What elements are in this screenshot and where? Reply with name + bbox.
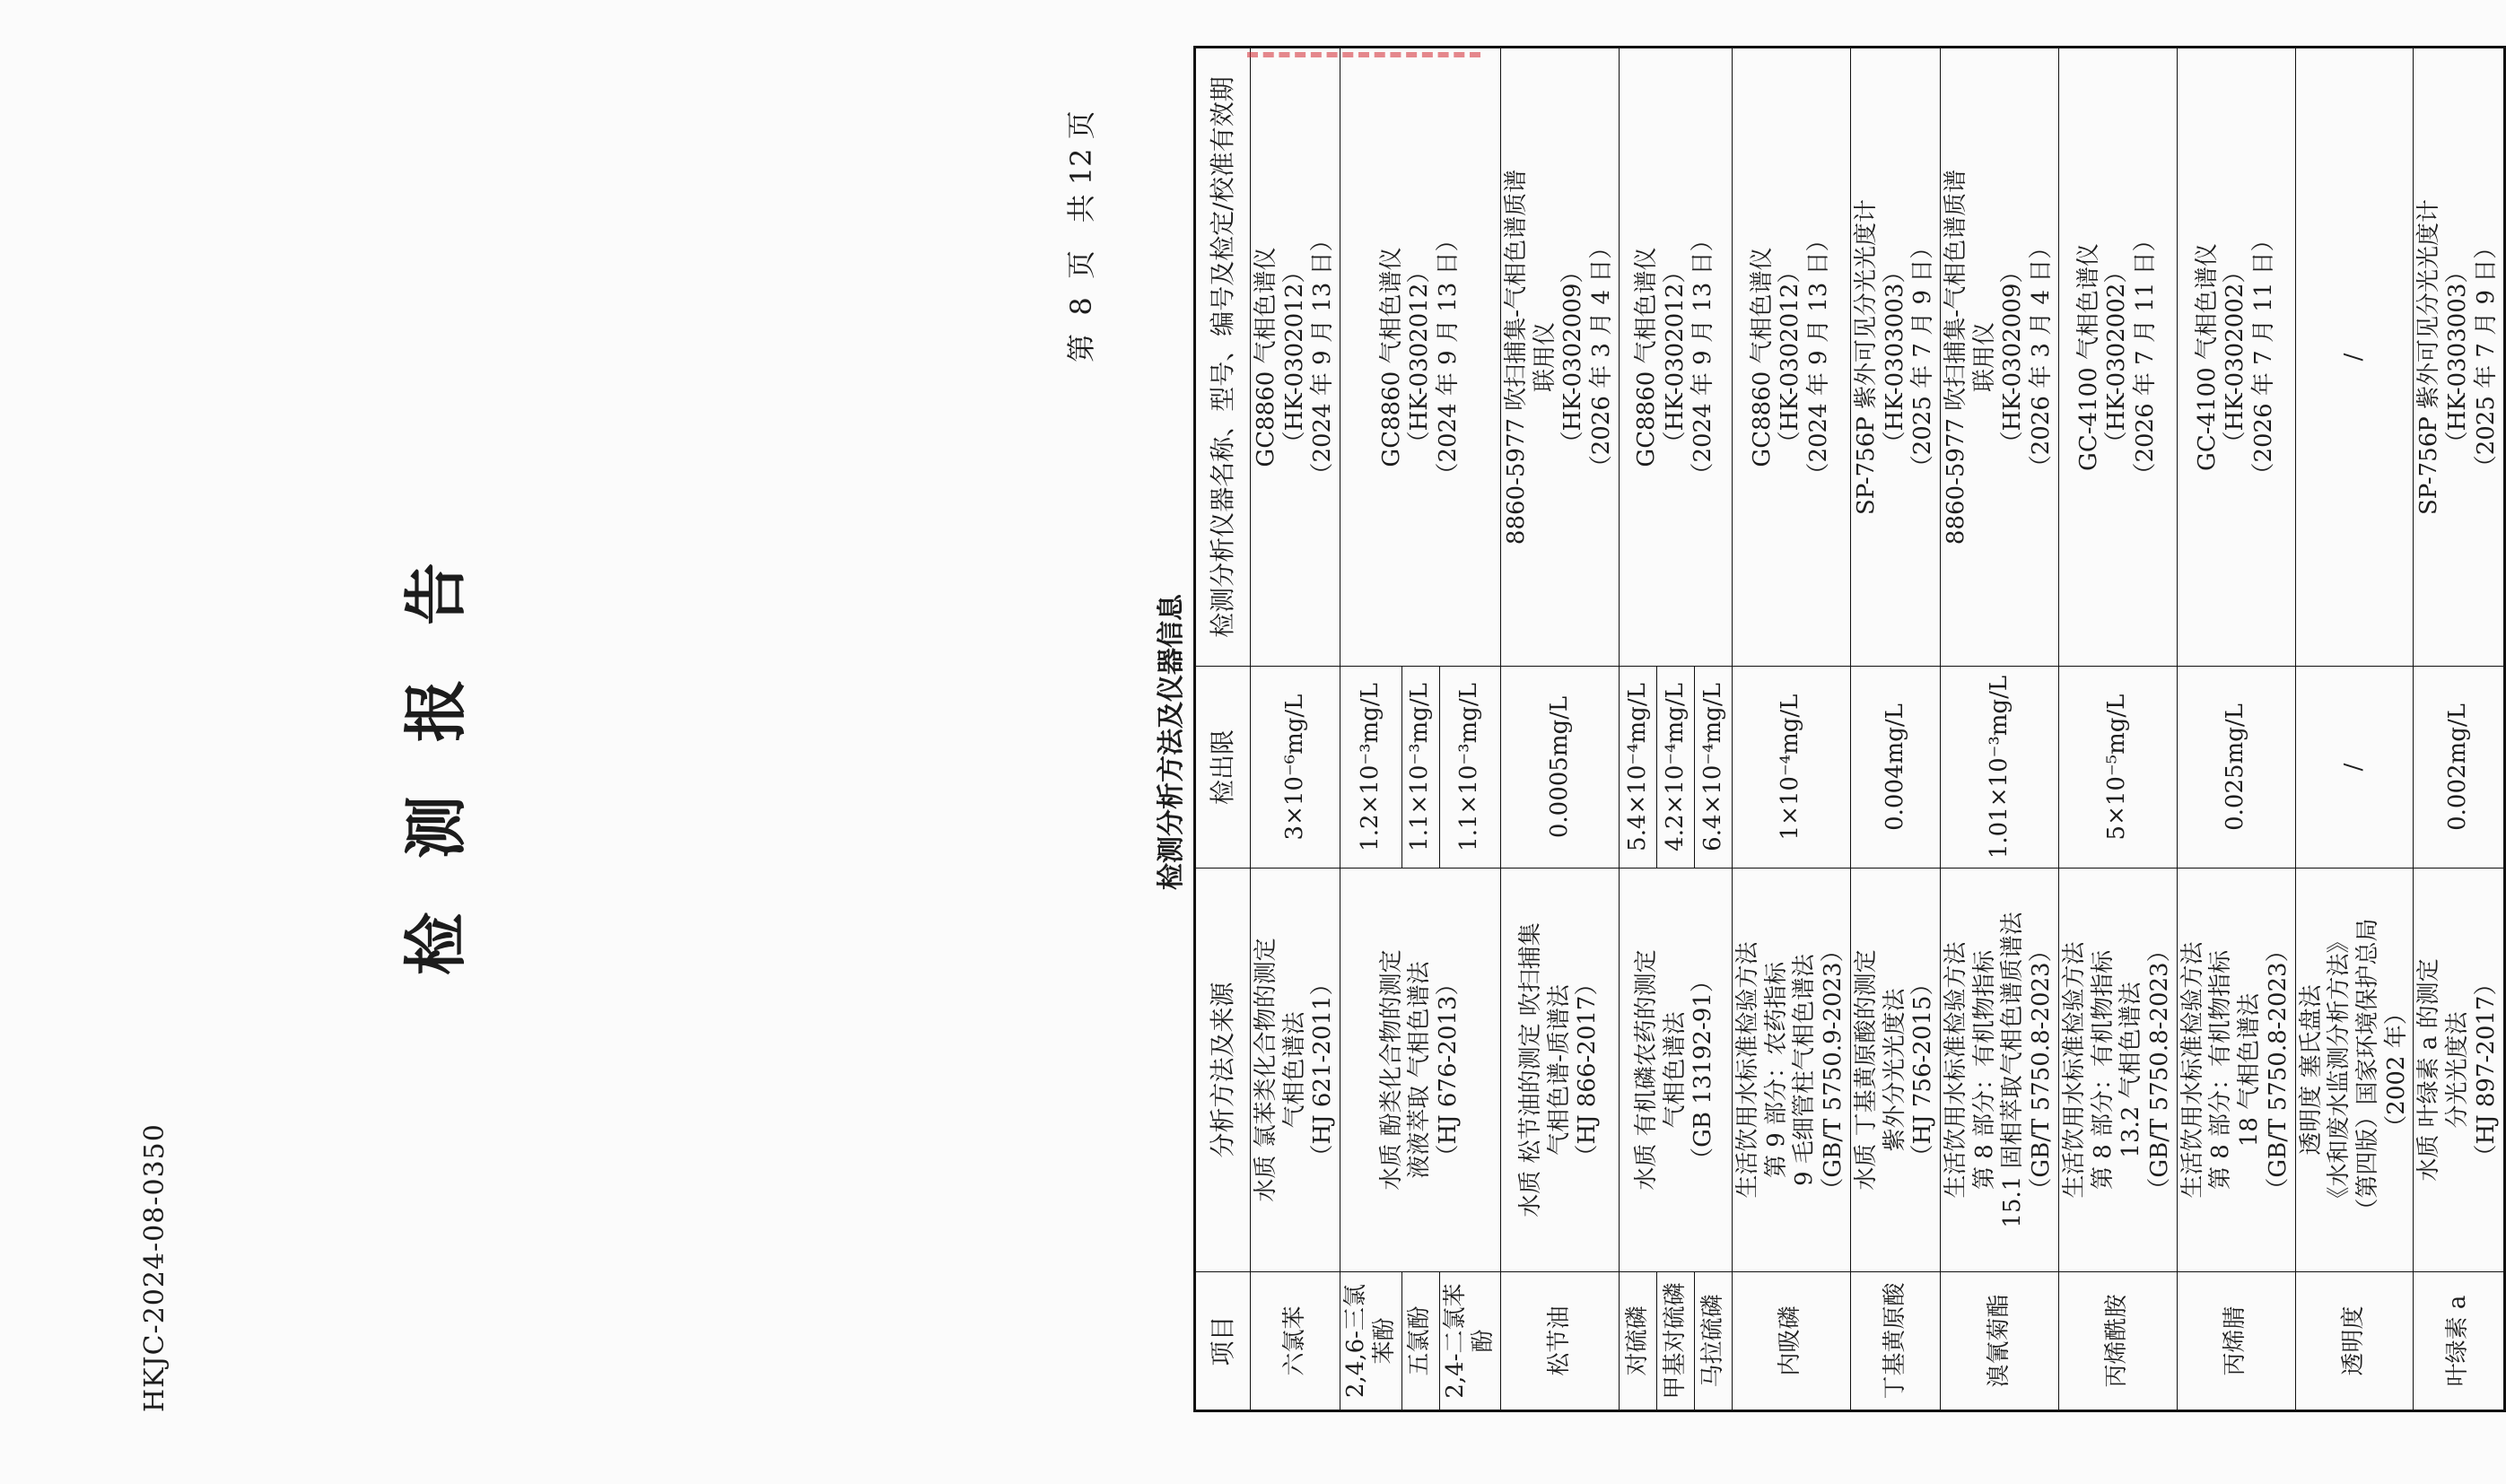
- limit-cell: 1×10⁻⁴mg/L: [1732, 667, 1850, 869]
- item-cell: 叶绿素 a: [2414, 1272, 2504, 1411]
- header-limit: 检出限: [1195, 667, 1251, 869]
- table-row: [2058, 48, 2177, 1411]
- instrument-cell: 8860-5977 吹扫捕集-气相色谱质谱 联用仪 （HK-0302009） （2026 年 3 月 4 日）: [1501, 48, 1620, 667]
- method-cell: 水质 松节油的测定 吹扫捕集 气相色谱-质谱法 （HJ 866-2017）: [1501, 869, 1620, 1272]
- limit-cell: 1.01×10⁻³mg/L: [1940, 667, 2058, 869]
- table-row: [2177, 48, 2295, 1411]
- limit-cell: 0.002mg/L: [2414, 667, 2504, 869]
- instrument-cell: /: [2295, 48, 2414, 667]
- table-row: [2295, 48, 2414, 1411]
- method-cell: 水质 有机磷农药的测定 气相色谱法 （GB 13192-91）: [1619, 869, 1732, 1272]
- item-cell: 2,4,6-三氯苯酚: [1340, 1272, 1401, 1411]
- table-header-row: [1195, 48, 1251, 1411]
- limit-cell: 4.2×10⁻⁴mg/L: [1656, 667, 1694, 869]
- table-row: [2414, 48, 2504, 1411]
- method-cell: 水质 丁基黄原酸的测定 紫外分光光度法 （HJ 756-2015）: [1850, 869, 1940, 1272]
- limit-cell: 3×10⁻⁶mg/L: [1251, 667, 1340, 869]
- item-cell: 对硫磷: [1619, 1272, 1656, 1411]
- method-cell: 水质 氯苯类化合物的测定 气相色谱法 （HJ 621-2011）: [1251, 869, 1340, 1272]
- item-cell: 六氯苯: [1251, 1272, 1340, 1411]
- report-title: 检测报告: [398, 509, 473, 975]
- table-row: [1619, 48, 1656, 1411]
- header-item: 项目: [1195, 1272, 1251, 1411]
- header-instrument: 检测分析仪器名称、型号、编号及检定/校准有效期: [1195, 48, 1251, 667]
- instrument-cell: GC8860 气相色谱仪 （HK-0302012） （2024 年 9 月 13 日）: [1619, 48, 1732, 667]
- report-number: HKJC-2024-08-0350: [139, 1123, 170, 1412]
- item-cell: 五氯酚: [1401, 1272, 1439, 1411]
- item-cell: 内吸磷: [1732, 1272, 1850, 1411]
- seal-stamp-fragment: [1247, 16, 1480, 57]
- instrument-cell: GC8860 气相色谱仪 （HK-0302012） （2024 年 9 月 13 日）: [1251, 48, 1340, 667]
- item-cell: 松节油: [1501, 1272, 1620, 1411]
- table-row: [1940, 48, 2058, 1411]
- table-row: [1251, 48, 1340, 1411]
- instrument-cell: GC-4100 气相色谱仪 （HK-0302002） （2026 年 7 月 11 日）: [2177, 48, 2295, 667]
- item-cell: 溴氰菊酯: [1940, 1272, 2058, 1411]
- item-cell: 丁基黄原酸: [1850, 1272, 1940, 1411]
- table-row: [1850, 48, 1940, 1411]
- limit-cell: 6.4×10⁻⁴mg/L: [1694, 667, 1732, 869]
- method-cell: 水质 叶绿素 a 的测定 分光光度法 （HJ 897-2017）: [2414, 869, 2504, 1272]
- limit-cell: 1.2×10⁻³mg/L: [1340, 667, 1401, 869]
- item-cell: 马拉硫磷: [1694, 1272, 1732, 1411]
- limit-cell: 0.025mg/L: [2177, 667, 2295, 869]
- instrument-cell: SP-756P 紫外可见分光光度计 （HK-0303003） （2025 年 7 月 9 日）: [1850, 48, 1940, 667]
- limit-cell: 0.0005mg/L: [1501, 667, 1620, 869]
- instrument-cell: GC8860 气相色谱仪 （HK-0302012） （2024 年 9 月 13 日）: [1732, 48, 1850, 667]
- method-cell: 透明度 塞氏盘法 《水和废水监测分析方法》 （第四版）国家环境保护总局 （2002 年）: [2295, 869, 2414, 1272]
- item-cell: 丙烯腈: [2177, 1272, 2295, 1411]
- header-method: 分析方法及来源: [1195, 869, 1251, 1272]
- method-cell: 生活饮用水标准检验方法 第 9 部分：农药指标 9 毛细管柱气相色谱法 （GB/T 5750.9-2023）: [1732, 869, 1850, 1272]
- instrument-cell: GC8860 气相色谱仪 （HK-0302012） （2024 年 9 月 13 日）: [1340, 48, 1501, 667]
- table-row: [1501, 48, 1620, 1411]
- section-title: 检测分析方法及仪器信息: [1156, 594, 1187, 890]
- table-row: [1732, 48, 1850, 1411]
- page-info: 第 8 页 共 12 页: [1064, 110, 1098, 362]
- method-cell: 生活饮用水标准检验方法 第 8 部分：有机物指标 18 气相色谱法 （GB/T 5750.8-2023）: [2177, 869, 2295, 1272]
- table-row: [1340, 48, 1401, 1411]
- item-cell: 2,4-二氯苯酚: [1439, 1272, 1500, 1411]
- instrument-cell: SP-756P 紫外可见分光光度计 （HK-0303003） （2025 年 7 月 9 日）: [2414, 48, 2504, 667]
- method-cell: 水质 酚类化合物的测定 液液萃取 气相色谱法 （HJ 676-2013）: [1340, 869, 1501, 1272]
- item-cell: 甲基对硫磷: [1656, 1272, 1694, 1411]
- item-cell: 丙烯酰胺: [2058, 1272, 2177, 1411]
- instrument-cell: GC-4100 气相色谱仪 （HK-0302002） （2026 年 7 月 11 日）: [2058, 48, 2177, 667]
- instrument-cell: 8860-5977 吹扫捕集-气相色谱质谱 联用仪 （HK-0302009） （2026 年 3 月 4 日）: [1940, 48, 2058, 667]
- limit-cell: 0.004mg/L: [1850, 667, 1940, 869]
- method-cell: 生活饮用水标准检验方法 第 8 部分：有机物指标 15.1 固相萃取气相色谱质谱法 （GB/T 5750.8-2023）: [1940, 869, 2058, 1272]
- method-cell: 生活饮用水标准检验方法 第 8 部分：有机物指标 13.2 气相色谱法 （GB/T 5750.8-2023）: [2058, 869, 2177, 1272]
- limit-cell: 5×10⁻⁵mg/L: [2058, 667, 2177, 869]
- item-cell: 透明度: [2295, 1272, 2414, 1411]
- limit-cell: 5.4×10⁻⁴mg/L: [1619, 667, 1656, 869]
- limit-cell: /: [2295, 667, 2414, 869]
- limit-cell: 1.1×10⁻³mg/L: [1439, 667, 1500, 869]
- methods-table: [1193, 46, 2506, 1412]
- limit-cell: 1.1×10⁻³mg/L: [1401, 667, 1439, 869]
